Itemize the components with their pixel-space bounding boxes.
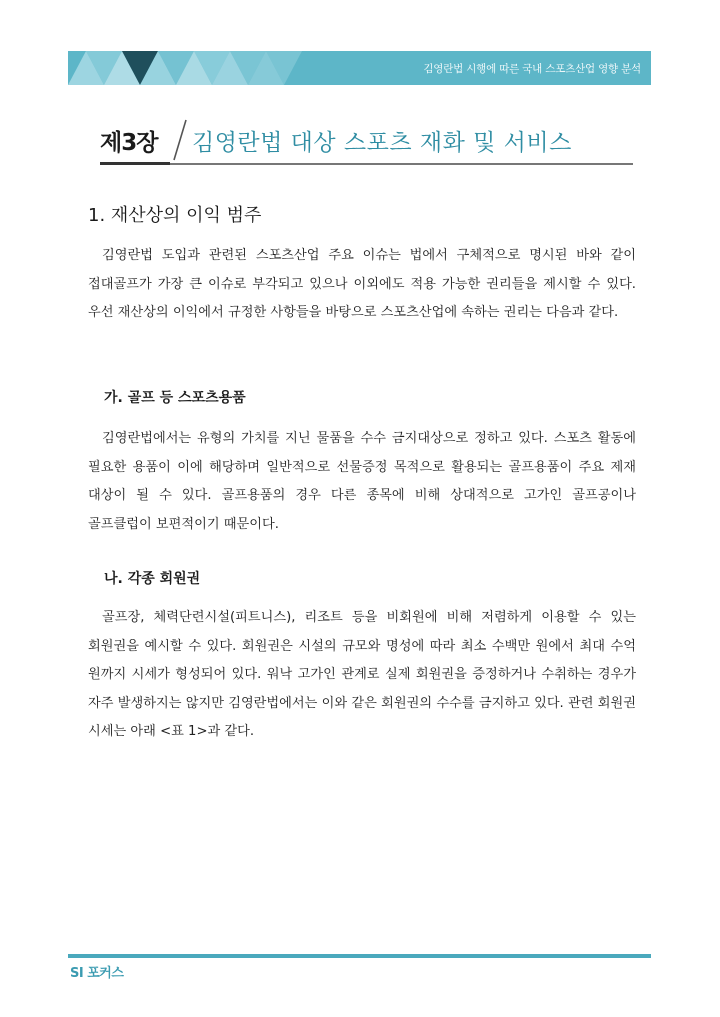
chapter-underline: [100, 163, 633, 165]
chapter-underline-accent: [100, 162, 170, 165]
subsection-body-membership: 골프장, 체력단련시설(피트니스), 리조트 등을 비회원에 비해 저렴하게 이용할 수 있는 회원권을 예시할 수 있다. 회원권은 시설의 규모와 명성에 따라 최소 수백만 원에서 최대 수억 원까지 시세가 형성되어 있다. 워낙 고가인 관계로 실제 회원권을 증정하거나 수취하는 경우가 자주 발생하지는 않지만 김영란법에서는 이와 같은 회원권의 수수를 금지하고 있다. 관련 회원권 시세는 아래 <표 1>과 같다.: [88, 610, 636, 739]
header-running-title: 김영란법 시행에 따른 국내 스포츠산업 영향 분석: [423, 63, 641, 75]
subsection-heading-golf: 가. 골프 등 스포츠용품: [104, 390, 246, 406]
intro-paragraph: 김영란법 도입과 관련된 스포츠산업 주요 이슈는 법에서 구체적으로 명시된 바와 같이 접대골프가 가장 큰 이슈로 부각되고 있으나 이외에도 적용 가능한 권리들을 제시할 수 있다. 우선 재산상의 이익에서 규정한 사항들을 바탕으로 스포츠산업에 속하는 권리는 다음과 같다.: [88, 248, 636, 320]
subsection-body-golf: 김영란법에서는 유형의 가치를 지닌 물품을 수수 금지대상으로 정하고 있다. 스포츠 활동에 필요한 용품이 이에 해당하며 일반적으로 선물증정 목적으로 활용되는 골프용품이 주요 제재 대상이 될 수 있다. 골프용품의 경우 다른 종목에 비해 상대적으로 고가인 골프공이나 골프클럽이 보편적이기 때문이다.: [88, 431, 636, 532]
section-heading: 1. 재산상의 이익 범주: [88, 205, 262, 226]
chapter-heading: [100, 118, 640, 166]
footer-rule: [68, 954, 651, 958]
subsection-heading-membership: 나. 각종 회원권: [104, 571, 201, 587]
footer-publication-name: SI 포커스: [70, 966, 124, 981]
slash-divider-icon: [170, 118, 190, 162]
chapter-number: 제3장: [100, 130, 158, 156]
running-header: [68, 51, 651, 85]
chapter-title: 김영란법 대상 스포츠 재화 및 서비스: [192, 130, 572, 156]
